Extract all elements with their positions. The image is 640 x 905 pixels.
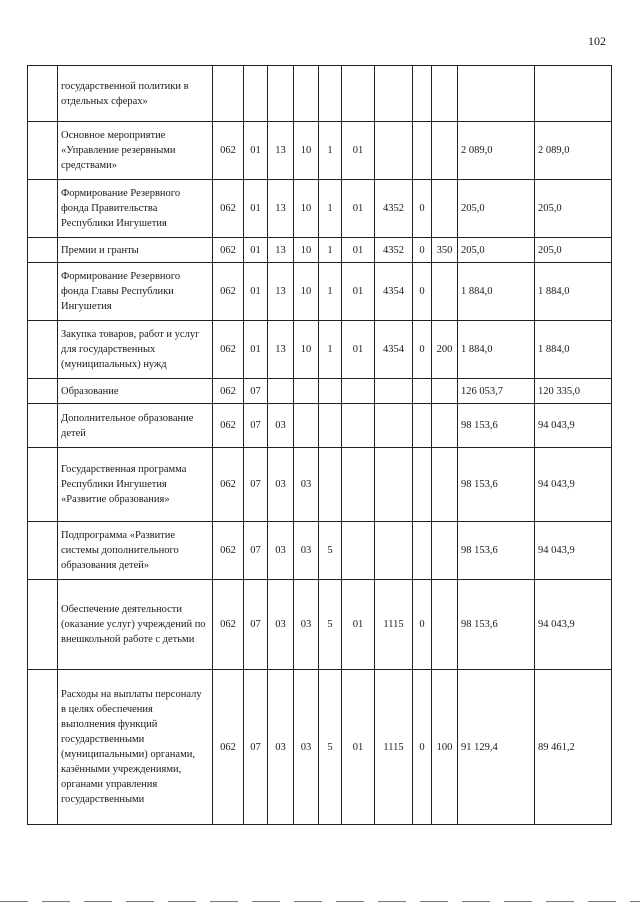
program-code-cell: 03 <box>294 448 319 522</box>
row-number-cell <box>28 580 58 670</box>
row-number-cell <box>28 263 58 321</box>
subprogram-code-cell <box>319 404 342 448</box>
direction-code-cell <box>375 522 413 580</box>
table-row <box>28 448 612 522</box>
row-number-cell <box>28 522 58 580</box>
ministry-code-cell <box>213 66 244 122</box>
subprogram-code-cell: 5 <box>319 522 342 580</box>
table-row <box>28 580 612 670</box>
activity-code-cell: 01 <box>342 670 375 825</box>
activity-code-cell <box>342 66 375 122</box>
row-name-cell: Дополнительное образование детей <box>58 404 213 448</box>
activity-code-cell: 01 <box>342 122 375 180</box>
subprogram-code-cell: 1 <box>319 238 342 263</box>
amount-year-2-cell: 94 043,9 <box>535 448 612 522</box>
table-row <box>28 404 612 448</box>
row-name-cell: Формирование Резервного фонда Главы Республики Ингушетия <box>58 263 213 321</box>
table-row <box>28 263 612 321</box>
ministry-code-cell: 062 <box>213 404 244 448</box>
program-code-cell <box>294 404 319 448</box>
subsection-code-cell: 13 <box>268 122 294 180</box>
amount-year-1-cell: 126 053,7 <box>458 379 535 404</box>
row-name-cell: Закупка товаров, работ и услуг для государственных (муниципальных) нужд <box>58 321 213 379</box>
row-name-cell: Государственная программа Республики Ингушетия «Развитие образования» <box>58 448 213 522</box>
section-code-cell: 07 <box>244 379 268 404</box>
subsection-code-cell: 03 <box>268 580 294 670</box>
ministry-code-cell: 062 <box>213 321 244 379</box>
amount-year-2-cell <box>535 66 612 122</box>
ministry-code-cell: 062 <box>213 448 244 522</box>
program-code-cell: 10 <box>294 122 319 180</box>
expense-type-cell: 200 <box>432 321 458 379</box>
expense-type-cell <box>432 379 458 404</box>
program-code-cell: 10 <box>294 180 319 238</box>
subsection-code-cell: 13 <box>268 263 294 321</box>
amount-year-2-cell: 205,0 <box>535 180 612 238</box>
subsection-code-cell: 03 <box>268 448 294 522</box>
row-number-cell <box>28 448 58 522</box>
ministry-code-cell: 062 <box>213 238 244 263</box>
program-code-cell: 03 <box>294 670 319 825</box>
activity-code-cell <box>342 448 375 522</box>
amount-year-1-cell: 98 153,6 <box>458 404 535 448</box>
expense-type-cell: 100 <box>432 670 458 825</box>
ministry-code-cell: 062 <box>213 122 244 180</box>
amount-year-1-cell: 98 153,6 <box>458 580 535 670</box>
row-name-cell: Обеспечение деятельности (оказание услуг) учреждений по внешкольной работе с детьми <box>58 580 213 670</box>
activity-code-cell: 01 <box>342 180 375 238</box>
table-row <box>28 522 612 580</box>
activity-code-cell: 01 <box>342 321 375 379</box>
activity-code-cell <box>342 404 375 448</box>
subprogram-code-cell: 1 <box>319 122 342 180</box>
section-code-cell: 07 <box>244 404 268 448</box>
row-name-cell: государственной политики в отдельных сферах» <box>58 66 213 122</box>
expense-type-cell <box>432 263 458 321</box>
page-number: 102 <box>588 34 606 48</box>
scan-edge <box>0 901 640 902</box>
program-code-cell: 10 <box>294 263 319 321</box>
amount-year-1-cell: 205,0 <box>458 238 535 263</box>
extra-code-cell <box>413 522 432 580</box>
subsection-code-cell: 13 <box>268 180 294 238</box>
direction-code-cell <box>375 122 413 180</box>
amount-year-2-cell: 94 043,9 <box>535 522 612 580</box>
ministry-code-cell: 062 <box>213 263 244 321</box>
section-code-cell: 01 <box>244 321 268 379</box>
row-number-cell <box>28 670 58 825</box>
program-code-cell <box>294 379 319 404</box>
extra-code-cell <box>413 66 432 122</box>
subsection-code-cell <box>268 66 294 122</box>
direction-code-cell <box>375 404 413 448</box>
row-name-cell: Премии и гранты <box>58 238 213 263</box>
subprogram-code-cell: 5 <box>319 580 342 670</box>
subprogram-code-cell: 5 <box>319 670 342 825</box>
section-code-cell: 07 <box>244 580 268 670</box>
subprogram-code-cell: 1 <box>319 321 342 379</box>
row-name-cell: Формирование Резервного фонда Правительства Республики Ингушетия <box>58 180 213 238</box>
amount-year-1-cell: 2 089,0 <box>458 122 535 180</box>
direction-code-cell: 4352 <box>375 238 413 263</box>
row-number-cell <box>28 180 58 238</box>
row-name-cell: Расходы на выплаты персоналу в целях обеспечения выполнения функций государственными (муниципальными) органами, казёнными учреждениями, органами управления государственными <box>58 670 213 825</box>
amount-year-2-cell: 94 043,9 <box>535 404 612 448</box>
direction-code-cell <box>375 379 413 404</box>
section-code-cell: 07 <box>244 670 268 825</box>
table-row <box>28 66 612 122</box>
direction-code-cell: 4354 <box>375 263 413 321</box>
ministry-code-cell: 062 <box>213 580 244 670</box>
subprogram-code-cell <box>319 448 342 522</box>
expense-type-cell <box>432 122 458 180</box>
subsection-code-cell: 03 <box>268 670 294 825</box>
subprogram-code-cell <box>319 379 342 404</box>
activity-code-cell: 01 <box>342 263 375 321</box>
extra-code-cell: 0 <box>413 321 432 379</box>
row-number-cell <box>28 404 58 448</box>
section-code-cell: 07 <box>244 448 268 522</box>
amount-year-1-cell: 1 884,0 <box>458 263 535 321</box>
extra-code-cell: 0 <box>413 670 432 825</box>
section-code-cell <box>244 66 268 122</box>
extra-code-cell <box>413 379 432 404</box>
subsection-code-cell <box>268 379 294 404</box>
ministry-code-cell: 062 <box>213 670 244 825</box>
amount-year-2-cell: 1 884,0 <box>535 263 612 321</box>
row-number-cell <box>28 238 58 263</box>
extra-code-cell <box>413 122 432 180</box>
activity-code-cell <box>342 522 375 580</box>
direction-code-cell: 1115 <box>375 580 413 670</box>
row-name-cell: Основное мероприятие «Управление резервными средствами» <box>58 122 213 180</box>
activity-code-cell: 01 <box>342 238 375 263</box>
table-row <box>28 379 612 404</box>
amount-year-2-cell: 94 043,9 <box>535 580 612 670</box>
table-row <box>28 180 612 238</box>
expense-type-cell: 350 <box>432 238 458 263</box>
direction-code-cell <box>375 66 413 122</box>
direction-code-cell: 1115 <box>375 670 413 825</box>
expense-type-cell <box>432 448 458 522</box>
section-code-cell: 01 <box>244 263 268 321</box>
expense-type-cell <box>432 180 458 238</box>
amount-year-2-cell: 2 089,0 <box>535 122 612 180</box>
activity-code-cell: 01 <box>342 580 375 670</box>
amount-year-2-cell: 89 461,2 <box>535 670 612 825</box>
amount-year-1-cell: 1 884,0 <box>458 321 535 379</box>
section-code-cell: 07 <box>244 522 268 580</box>
expense-type-cell <box>432 66 458 122</box>
ministry-code-cell: 062 <box>213 180 244 238</box>
amount-year-1-cell: 205,0 <box>458 180 535 238</box>
extra-code-cell: 0 <box>413 180 432 238</box>
table-row <box>28 321 612 379</box>
extra-code-cell: 0 <box>413 263 432 321</box>
subsection-code-cell: 03 <box>268 522 294 580</box>
amount-year-1-cell: 98 153,6 <box>458 448 535 522</box>
expense-type-cell <box>432 522 458 580</box>
amount-year-2-cell: 120 335,0 <box>535 379 612 404</box>
section-code-cell: 01 <box>244 180 268 238</box>
subprogram-code-cell <box>319 66 342 122</box>
section-code-cell: 01 <box>244 122 268 180</box>
program-code-cell <box>294 66 319 122</box>
subsection-code-cell: 03 <box>268 404 294 448</box>
direction-code-cell <box>375 448 413 522</box>
budget-table <box>27 65 612 825</box>
amount-year-1-cell <box>458 66 535 122</box>
ministry-code-cell: 062 <box>213 522 244 580</box>
extra-code-cell: 0 <box>413 580 432 670</box>
amount-year-2-cell: 1 884,0 <box>535 321 612 379</box>
section-code-cell: 01 <box>244 238 268 263</box>
direction-code-cell: 4352 <box>375 180 413 238</box>
activity-code-cell <box>342 379 375 404</box>
amount-year-2-cell: 205,0 <box>535 238 612 263</box>
program-code-cell: 10 <box>294 321 319 379</box>
table-row <box>28 670 612 825</box>
program-code-cell: 03 <box>294 522 319 580</box>
subsection-code-cell: 13 <box>268 238 294 263</box>
program-code-cell: 03 <box>294 580 319 670</box>
amount-year-1-cell: 98 153,6 <box>458 522 535 580</box>
extra-code-cell <box>413 404 432 448</box>
subprogram-code-cell: 1 <box>319 180 342 238</box>
expense-type-cell <box>432 404 458 448</box>
ministry-code-cell: 062 <box>213 379 244 404</box>
table-row <box>28 238 612 263</box>
extra-code-cell: 0 <box>413 238 432 263</box>
table-row <box>28 122 612 180</box>
row-name-cell: Образование <box>58 379 213 404</box>
row-number-cell <box>28 379 58 404</box>
expense-type-cell <box>432 580 458 670</box>
row-number-cell <box>28 122 58 180</box>
amount-year-1-cell: 91 129,4 <box>458 670 535 825</box>
extra-code-cell <box>413 448 432 522</box>
direction-code-cell: 4354 <box>375 321 413 379</box>
row-number-cell <box>28 321 58 379</box>
row-name-cell: Подпрограмма «Развитие системы дополнительного образования детей» <box>58 522 213 580</box>
subsection-code-cell: 13 <box>268 321 294 379</box>
program-code-cell: 10 <box>294 238 319 263</box>
subprogram-code-cell: 1 <box>319 263 342 321</box>
row-number-cell <box>28 66 58 122</box>
